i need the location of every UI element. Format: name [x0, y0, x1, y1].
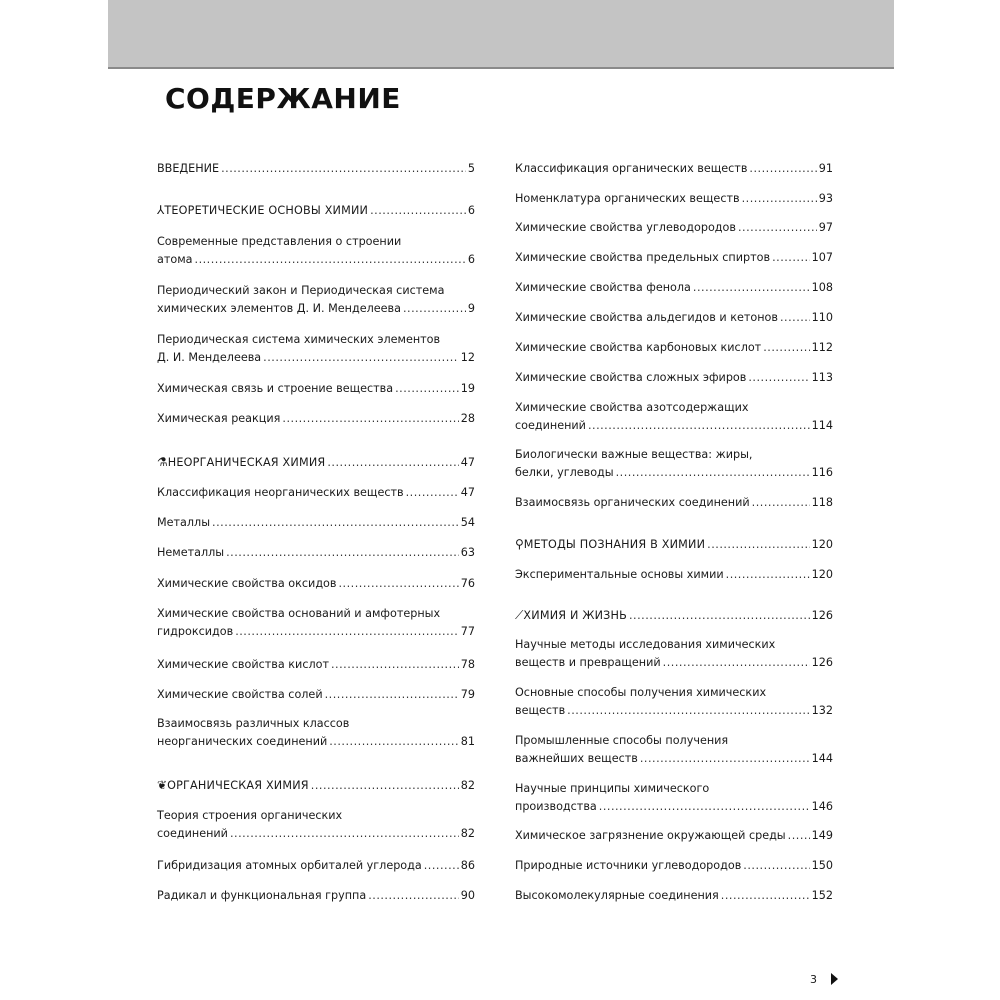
toc-entry[interactable] [515, 339, 833, 357]
dot-leader [763, 339, 809, 357]
toc-entry-title: ОРГАНИЧЕСКАЯ ХИМИЯ [167, 779, 309, 792]
toc-entry[interactable] [515, 309, 833, 327]
toc-entry-text-line: Химические свойства оснований и амфотерных [157, 607, 441, 620]
toc-entry-title: Химические свойства сложных эфиров [515, 371, 747, 384]
page-title: СОДЕРЖАНИЕ [165, 82, 401, 115]
dot-leader [743, 857, 809, 875]
toc-entry[interactable] [515, 857, 833, 875]
dot-leader [707, 536, 809, 554]
toc-page-number: 9 [467, 302, 475, 315]
dot-leader [212, 514, 459, 532]
toc-page-number: 47 [460, 456, 475, 469]
toc-page-number: 118 [811, 496, 833, 509]
dot-leader [772, 249, 810, 267]
toc-entry[interactable] [157, 233, 475, 269]
header-bar [108, 0, 894, 68]
dot-leader [339, 575, 459, 593]
toc-entry-title: веществ и превращений [515, 656, 661, 669]
toc-entry-title: Химические свойства кислот [157, 658, 329, 671]
toc-entry[interactable] [515, 219, 833, 237]
toc-section-heading[interactable] [157, 201, 475, 220]
toc-entry-title: Химическое загрязнение окружающей среды [515, 829, 786, 842]
toc-entry[interactable] [515, 249, 833, 267]
dot-leader [226, 544, 459, 562]
toc-entry-title: Взаимосвязь органических соединений [515, 496, 750, 509]
toc-page-number: 113 [811, 371, 833, 384]
toc-page-number: 112 [811, 341, 833, 354]
toc-entry[interactable] [515, 887, 833, 905]
dot-leader [327, 454, 458, 472]
toc-page-number: 12 [460, 351, 475, 364]
toc-page-number: 91 [818, 162, 833, 175]
toc-entry[interactable] [157, 887, 475, 905]
toc-entry[interactable] [157, 484, 475, 502]
toc-entry-title: Д. И. Менделеева [157, 351, 262, 364]
toc-page-number: 47 [460, 486, 475, 499]
toc-entry[interactable] [157, 686, 475, 704]
toc-page-number: 116 [811, 466, 833, 479]
toc-entry-title: Химические свойства солей [157, 688, 323, 701]
toc-entry[interactable] [157, 715, 475, 751]
toc-entry[interactable] [515, 780, 833, 816]
dot-leader [331, 656, 459, 674]
toc-entry[interactable] [157, 807, 475, 843]
toc-entry-title: Экспериментальные основы химии [515, 568, 724, 581]
toc-entry-title: ВВЕДЕНИЕ [157, 162, 220, 175]
toc-entry-text-line: Основные способы получения химических [515, 686, 767, 699]
toc-page-number: 54 [460, 516, 475, 529]
toc-entry-title: Химические свойства оксидов [157, 577, 337, 590]
toc-entry-title: Радикал и функциональная группа [157, 889, 367, 902]
toc-entry-title: Химические свойства углеводородов [515, 221, 736, 234]
flask-icon: ⚗ [157, 455, 168, 469]
toc-entry-title: Химические свойства карбоновых кислот [515, 341, 762, 354]
toc-entry-title: Гибридизация атомных орбиталей углерода [157, 859, 422, 872]
toc-entry-text-line: Химические свойства азотсодержащих [515, 401, 749, 414]
toc-entry[interactable] [157, 160, 475, 178]
toc-entry[interactable] [157, 410, 475, 428]
dot-leader [221, 160, 466, 178]
toc-entry-title: Высокомолекулярные соединения [515, 889, 719, 902]
toc-entry-text-line: Взаимосвязь различных классов [157, 717, 350, 730]
toc-entry-title: Номенклатура органических веществ [515, 192, 740, 205]
toc-entry[interactable] [157, 282, 475, 318]
toc-entry-text-line: Периодическая система химических элементов [157, 333, 441, 346]
toc-page-number: 76 [460, 577, 475, 590]
toc-page-number: 114 [811, 419, 833, 432]
toc-entry-title: неорганических соединений [157, 735, 328, 748]
next-page-arrow-icon[interactable] [831, 973, 838, 985]
microscope-icon: ⚲ [515, 537, 524, 551]
dot-leader [629, 607, 810, 625]
toc-entry-text-line: Биологически важные вещества: жиры, [515, 448, 753, 461]
toc-page-number: 5 [467, 162, 475, 175]
toc-page-number: 78 [460, 658, 475, 671]
dot-leader [424, 857, 459, 875]
toc-page-number: 132 [811, 704, 833, 717]
toc-entry-text-line: Современные представления о строении [157, 235, 402, 248]
toc-entry[interactable] [515, 566, 833, 584]
header-divider [108, 67, 894, 69]
dot-leader [368, 887, 459, 905]
test-tube-icon: ⟋ [515, 608, 524, 622]
dot-leader [325, 686, 459, 704]
dot-leader [230, 825, 459, 843]
toc-entry-text-line: Научные методы исследования химических [515, 638, 776, 651]
toc-page-number: 150 [811, 859, 833, 872]
toc-page-number: 107 [811, 251, 833, 264]
toc-page-number: 108 [811, 281, 833, 294]
toc-entry-title: соединений [157, 827, 228, 840]
toc-section-heading[interactable] [157, 776, 475, 795]
toc-entry-text-line: Периодический закон и Периодическая система [157, 284, 445, 297]
toc-entry-title: важнейших веществ [515, 752, 638, 765]
dot-leader [567, 702, 809, 720]
toc-entry[interactable] [157, 514, 475, 532]
toc-entry-title: ХИМИЯ И ЖИЗНЬ [523, 609, 627, 622]
toc-entry[interactable] [157, 575, 475, 593]
dot-leader [403, 300, 466, 318]
toc-entry-title: Неметаллы [157, 546, 225, 559]
toc-page-number: 120 [811, 538, 833, 551]
toc-entry-title: Химические свойства предельных спиртов [515, 251, 771, 264]
toc-page-number: 146 [811, 800, 833, 813]
dot-leader [640, 750, 810, 768]
toc-entry[interactable] [515, 190, 833, 208]
toc-page-number: 82 [460, 779, 475, 792]
toc-page-number: 6 [467, 204, 475, 217]
dot-leader [599, 798, 810, 816]
dot-leader [370, 202, 466, 220]
toc-entry[interactable] [157, 331, 475, 367]
page-number: 3 [810, 973, 817, 986]
toc-page-number: 79 [460, 688, 475, 701]
dot-leader [616, 464, 810, 482]
dot-leader [406, 484, 459, 502]
toc-entry[interactable] [157, 656, 475, 674]
toc-page-number: 120 [811, 568, 833, 581]
toc-page-number: 77 [460, 625, 475, 638]
toc-entry[interactable] [515, 369, 833, 387]
dot-leader [742, 190, 817, 208]
toc-entry-text-line: Промышленные способы получения [515, 734, 729, 747]
dot-leader [329, 733, 459, 751]
toc-entry-title: химических элементов Д. И. Менделеева [157, 302, 401, 315]
toc-entry-title: НЕОРГАНИЧЕСКАЯ ХИМИЯ [167, 456, 326, 469]
toc-page-number: 126 [811, 656, 833, 669]
toc-entry-title: Химические свойства фенола [515, 281, 691, 294]
toc-page-number: 149 [811, 829, 833, 842]
toc-page-number: 19 [460, 382, 475, 395]
toc-page-number: 82 [460, 827, 475, 840]
dot-leader [395, 380, 459, 398]
toc-page-number: 126 [811, 609, 833, 622]
dot-leader [738, 219, 817, 237]
toc-entry-text-line: Теория строения органических [157, 809, 343, 822]
dot-leader [693, 279, 810, 297]
toc-entry-title: Химическая связь и строение вещества [157, 382, 394, 395]
toc-entry-title: Классификация неорганических веществ [157, 486, 404, 499]
toc-entry[interactable] [515, 636, 833, 672]
toc-section-heading[interactable] [515, 606, 833, 625]
toc-page-number: 63 [460, 546, 475, 559]
toc-page-number: 144 [811, 752, 833, 765]
toc-entry[interactable] [515, 446, 833, 482]
toc-page-number: 97 [818, 221, 833, 234]
toc-entry[interactable] [157, 380, 475, 398]
plant-icon: ❦ [157, 778, 168, 792]
dot-leader [588, 417, 810, 435]
dot-leader [748, 369, 809, 387]
dot-leader [263, 349, 459, 367]
toc-entry[interactable] [515, 279, 833, 297]
toc-entry-text-line: Научные принципы химического [515, 782, 710, 795]
dot-leader [311, 777, 459, 795]
toc-entry-title: соединений [515, 419, 586, 432]
dot-leader [749, 160, 816, 178]
dot-leader [721, 887, 810, 905]
dot-leader [752, 494, 810, 512]
toc-page-number: 93 [818, 192, 833, 205]
toc-page-number: 90 [460, 889, 475, 902]
toc-entry-title: атома [157, 253, 193, 266]
toc-page-number: 110 [811, 311, 833, 324]
dot-leader [780, 309, 810, 327]
toc-entry[interactable] [515, 684, 833, 720]
toc-entry[interactable] [515, 160, 833, 178]
toc-entry-title: ТЕОРЕТИЧЕСКИЕ ОСНОВЫ ХИМИИ [164, 204, 369, 217]
dot-leader [726, 566, 810, 584]
toc-page-number: 86 [460, 859, 475, 872]
toc-entry-title: Химическая реакция [157, 412, 281, 425]
toc-section-heading[interactable] [157, 453, 475, 472]
dot-leader [195, 251, 466, 269]
toc-entry[interactable] [515, 827, 833, 845]
dot-leader [663, 654, 810, 672]
toc-entry-title: Природные источники углеводородов [515, 859, 742, 872]
toc-entry-title: гидроксидов [157, 625, 234, 638]
toc-entry-title: белки, углеводы [515, 466, 614, 479]
toc-entry[interactable] [157, 857, 475, 875]
toc-entry-title: веществ [515, 704, 566, 717]
dot-leader [788, 827, 810, 845]
toc-page-number: 28 [460, 412, 475, 425]
toc-entry[interactable] [157, 605, 475, 641]
toc-entry-title: Классификация органических веществ [515, 162, 748, 175]
toc-page-number: 152 [811, 889, 833, 902]
dot-leader [235, 623, 459, 641]
toc-page-number: 81 [460, 735, 475, 748]
toc-entry-title: МЕТОДЫ ПОЗНАНИЯ В ХИМИИ [523, 538, 706, 551]
molecule-icon: ⅄ [157, 203, 165, 217]
toc-entry[interactable] [515, 494, 833, 512]
toc-entry-title: Химические свойства альдегидов и кетонов [515, 311, 778, 324]
toc-entry[interactable] [157, 544, 475, 562]
toc-entry-title: Металлы [157, 516, 211, 529]
dot-leader [282, 410, 458, 428]
toc-page-number: 6 [467, 253, 475, 266]
toc-entry[interactable] [515, 732, 833, 768]
toc-entry-title: производства [515, 800, 597, 813]
toc-section-heading[interactable] [515, 535, 833, 554]
toc-entry[interactable] [515, 399, 833, 435]
